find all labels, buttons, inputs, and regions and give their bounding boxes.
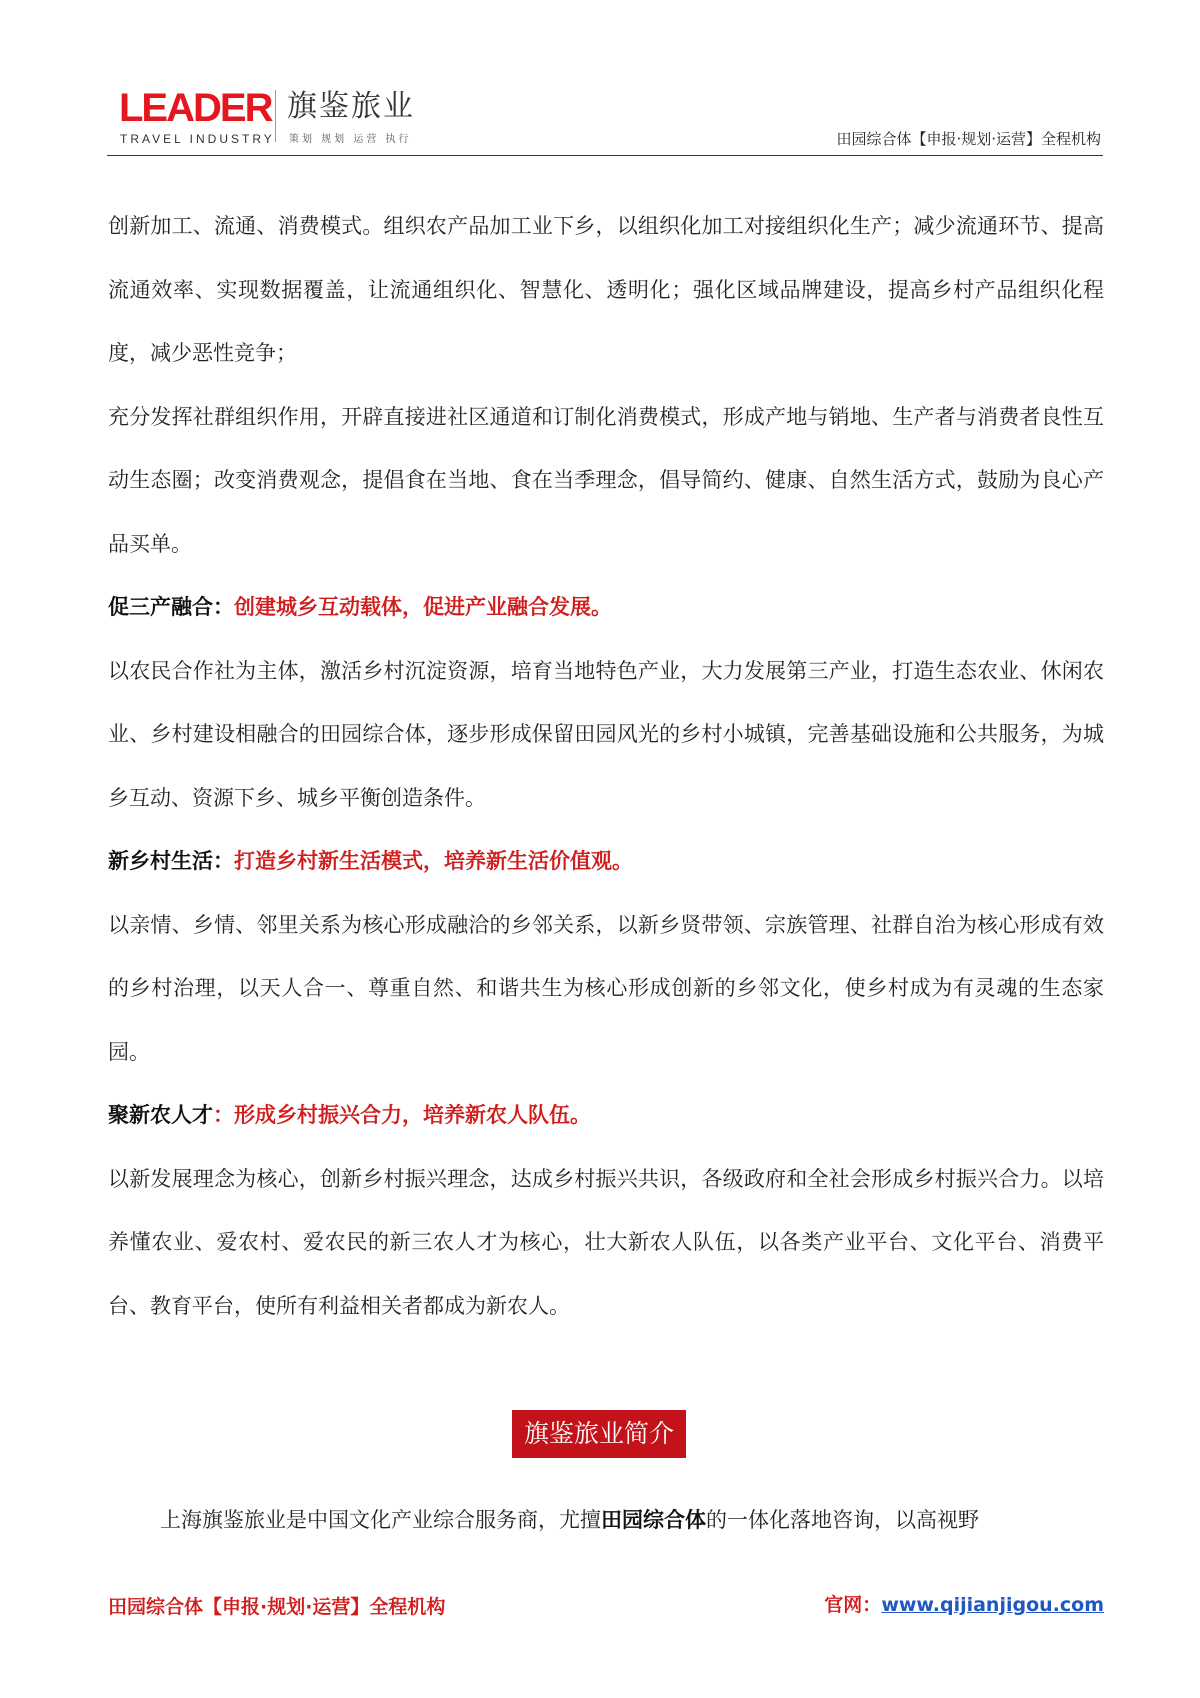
heading-value: 创建城乡互动载体，促进产业融合发展。 <box>234 595 612 619</box>
logo-chinese: 旗鉴旅业 <box>287 89 415 124</box>
website-link[interactable]: www.qijianjigou.com <box>881 1594 1104 1616</box>
intro-title: 旗鉴旅业简介 <box>512 1410 686 1458</box>
logo-leader: LEADER <box>119 86 272 130</box>
heading-value: ：形成乡村振兴合力，培养新农人队伍。 <box>213 1103 591 1127</box>
intro-text-before: 上海旗鉴旅业是中国文化产业综合服务商，尤擅 <box>160 1508 601 1532</box>
paragraph: 充分发挥社群组织作用，开辟直接进社区通道和订制化消费模式，形成产地与销地、生产者与消费者良性互动生态圈；改变消费观念，提倡食在当地、食在当季理念，倡导简约、健康、自然生活方式，鼓励为良心产品买单。 <box>108 404 1104 556</box>
paragraph: 以亲情、乡情、邻里关系为核心形成融洽的乡邻关系，以新乡贤带领、宗族管理、社群自治为核心形成有效的乡村治理，以天人合一、尊重自然、和谐共生为核心形成创新的乡邻文化，使乡村成为有灵魂的生态家园。 <box>108 912 1104 1064</box>
footer-site-label: 官网： <box>824 1594 882 1616</box>
heading-key: 促三产融合： <box>108 595 234 619</box>
footer-website <box>824 1590 1104 1617</box>
section-heading <box>108 1084 1104 1148</box>
logo-divider <box>275 90 276 142</box>
intro-paragraph <box>108 1500 1104 1540</box>
footer-tagline: 田园综合体【申报·规划·运营】全程机构 <box>108 1596 446 1618</box>
heading-key: 新乡村生活： <box>108 849 234 873</box>
main-content <box>108 195 1104 1338</box>
paragraph: 以农民合作社为主体，激活乡村沉淀资源，培育当地特色产业，大力发展第三产业，打造生态农业、休闲农业、乡村建设相融合的田园综合体，逐步形成保留田园风光的乡村小城镇，完善基础设施和公共服务，为城乡互动、资源下乡、城乡平衡创造条件。 <box>108 658 1104 810</box>
intro-text-bold: 田园综合体 <box>601 1508 706 1532</box>
heading-value: 打造乡村新生活模式，培养新生活价值观。 <box>234 849 633 873</box>
section-heading <box>108 830 1104 894</box>
paragraph: 创新加工、流通、消费模式。组织农产品加工业下乡，以组织化加工对接组织化生产；减少流通环节、提高流通效率、实现数据覆盖，让流通组织化、智慧化、透明化；强化区域品牌建设，提高乡村产品组织化程度，减少恶性竞争； <box>108 214 1104 365</box>
section-heading <box>108 576 1104 640</box>
heading-key: 聚新农人才 <box>108 1103 213 1127</box>
page-header <box>107 86 1103 156</box>
paragraph: 以新发展理念为核心，创新乡村振兴理念，达成乡村振兴共识，各级政府和全社会形成乡村振兴合力。以培养懂农业、爱农村、爱农民的新三农人才为核心，壮大新农人队伍，以各类产业平台、文化平台、消费平台、教育平台，使所有利益相关者都成为新农人。 <box>108 1166 1104 1318</box>
logo-chinese-subtitle: 策划 规划 运营 执行 <box>289 134 412 145</box>
intro-text-after: 的一体化落地咨询，以高视野 <box>706 1508 979 1532</box>
header-tagline: 田园综合体【申报·规划·运营】全程机构 <box>836 130 1101 148</box>
header-divider <box>107 155 1103 156</box>
logo-subtitle: TRAVEL INDUSTRY <box>120 132 275 146</box>
